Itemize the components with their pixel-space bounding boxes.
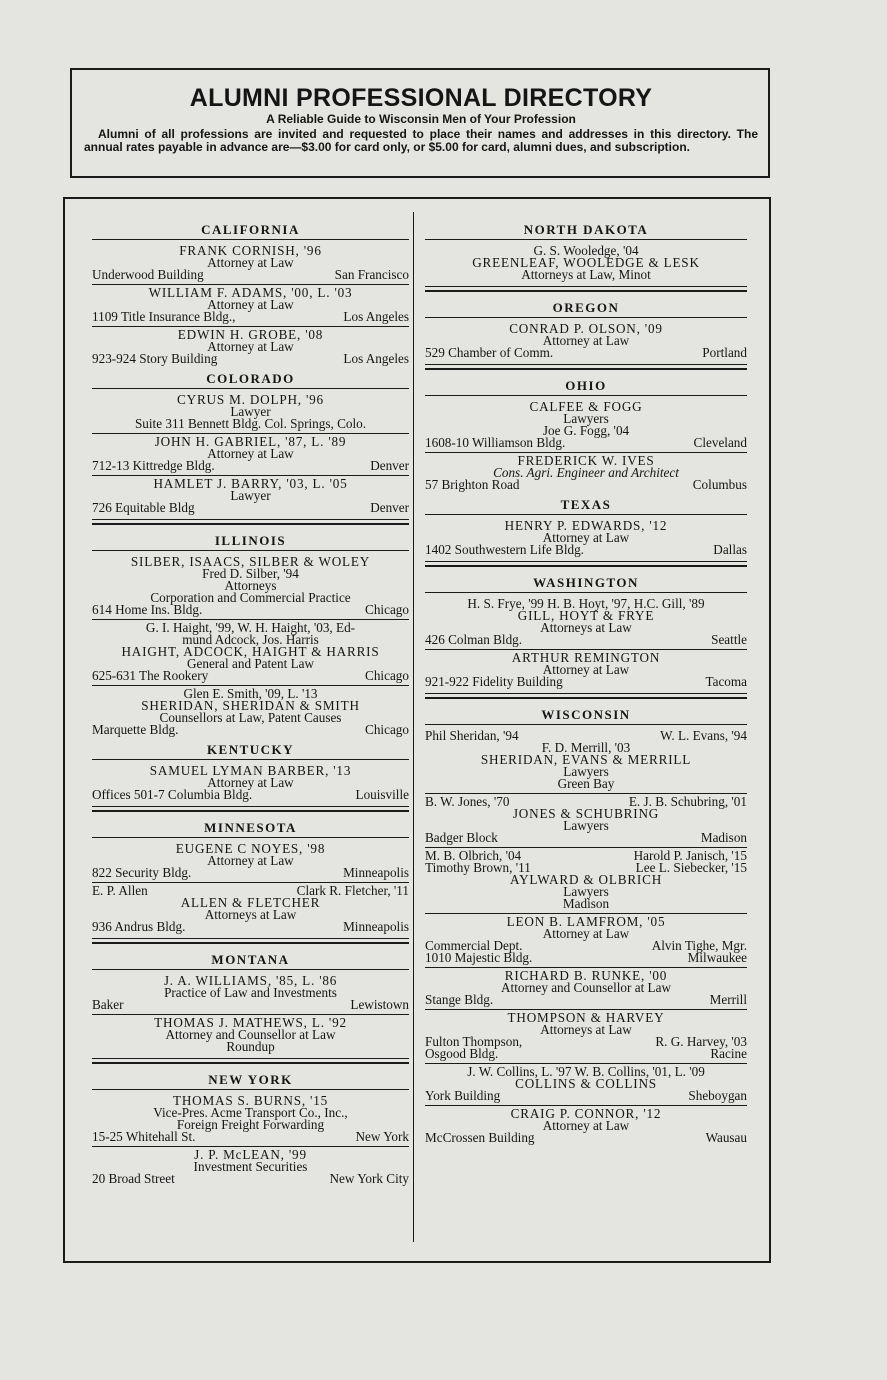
directory-entry [92, 1147, 409, 1188]
directory-entry [425, 650, 747, 691]
entry-partners: Glen E. Smith, '09, L. '13 [183, 686, 318, 701]
entry-address: Baker [92, 997, 124, 1012]
entry-address: 15-25 Whitehall St. [92, 1129, 196, 1144]
section-divider [92, 519, 409, 525]
entry-address: 426 Colman Bldg. [425, 632, 523, 647]
section-divider [92, 938, 409, 944]
entry-partners: J. W. Collins, L. '97 W. B. Collins, '01, L. '09 [467, 1064, 705, 1079]
directory-entry [425, 914, 747, 968]
entry-partner: E. P. Allen [92, 883, 148, 898]
entry-address-row [92, 1131, 409, 1143]
entry-partner: E. J. B. Schubring, '01 [628, 794, 747, 809]
entry-city: Columbus [692, 477, 747, 492]
page-subtitle: A Reliable Guide to Wisconsin Men of Your Profession [266, 112, 576, 126]
column-divider [413, 212, 414, 1242]
section-divider [425, 364, 747, 370]
entry-dept: Commercial Dept. [425, 938, 523, 953]
directory-entry [92, 841, 409, 883]
entry-title: Practice of Law and Investments [164, 985, 337, 1000]
entry-title: Lawyers [563, 818, 609, 833]
entry-title: Lawyer [230, 488, 271, 503]
entry-firm: JONES & SCHUBRING [512, 806, 660, 821]
entry-address-row [425, 479, 747, 491]
entry-address-row [92, 670, 409, 682]
entry-name: FRANK CORNISH, '96 [179, 243, 322, 258]
entry-city: Denver [370, 458, 409, 473]
directory-entry [425, 968, 747, 1010]
entry-firm: HAIGHT, ADCOCK, HAIGHT & HARRIS [121, 644, 380, 659]
state-heading: CALIFORNIA [92, 219, 409, 240]
entry-address: 1402 Southwestern Life Bldg. [425, 542, 584, 557]
entry-address: 822 Security Bldg. [92, 865, 192, 880]
state-heading: MONTANA [92, 949, 409, 970]
entry-city: Minneapolis [343, 865, 409, 880]
entry-partner: G. S. Wooledge, '04 [533, 243, 639, 258]
entry-name: THOMAS J. MATHEWS, L. '92 [154, 1015, 347, 1030]
directory-entry [92, 1015, 409, 1056]
entry-city: Roundup [226, 1039, 275, 1054]
entry-address-row [92, 999, 409, 1011]
entry-title: Attorney at Law [207, 446, 294, 461]
left-column [92, 219, 409, 1188]
entry-partner: R. G. Harvey, '03 [655, 1034, 747, 1049]
entry-city: San Francisco [334, 267, 409, 282]
entry-firm: GREENLEAF, WOOLEDGE & LESK [472, 255, 700, 270]
entry-title: Attorney at Law [207, 775, 294, 790]
entry-address-row [92, 1173, 409, 1185]
entry-title: Attorneys at Law [540, 620, 632, 635]
state-heading: NEW YORK [92, 1069, 409, 1090]
entry-address-row [92, 921, 409, 933]
entry-address-row [425, 437, 747, 449]
directory-entry [425, 596, 747, 650]
entry-partners: H. S. Frye, '99 H. B. Hoyt, '97, H.C. Gill, '89 [467, 596, 705, 611]
entry-city: Los Angeles [343, 351, 409, 366]
entry-address-row [92, 867, 409, 879]
directory-entry [92, 327, 409, 368]
entry-city: Minneapolis [343, 919, 409, 934]
entry-address: 921-922 Fidelity Building [425, 674, 563, 689]
entry-address-row [425, 1048, 747, 1060]
directory-entry [425, 728, 747, 794]
entry-partner: Timothy Brown, '11 [425, 860, 531, 875]
directory-entry [92, 285, 409, 327]
entry-title: Attorney at Law [207, 297, 294, 312]
entry-city: New York City [329, 1171, 409, 1186]
directory-entry [425, 794, 747, 848]
entry-name: FREDERICK W. IVES [517, 453, 655, 468]
entry-address: Osgood Bldg. [425, 1046, 499, 1061]
entry-title: Attorney at Law [542, 662, 630, 677]
entry-city: Chicago [365, 602, 409, 617]
entry-partner: Clark R. Fletcher, '11 [296, 883, 409, 898]
entry-name: EDWIN H. GROBE, '08 [177, 327, 324, 342]
entry-partner: Lee L. Siebecker, '15 [635, 860, 747, 875]
entry-city: Seattle [711, 632, 747, 647]
entry-name: LEON B. LAMFROM, '05 [506, 914, 666, 929]
directory-entry [425, 1064, 747, 1106]
entry-title: Attorney at Law [207, 255, 294, 270]
entry-name: SAMUEL LYMAN BARBER, '13 [149, 763, 352, 778]
entry-address: 625-631 The Rookery [92, 668, 209, 683]
entry-title: Lawyers [563, 884, 609, 899]
entry-title: Lawyers [563, 411, 609, 426]
entry-title: Attorneys at Law [204, 907, 297, 922]
entry-address: McCrossen Building [425, 1130, 535, 1145]
state-heading: OREGON [425, 297, 747, 318]
directory-entry [425, 518, 747, 559]
entry-title: Attorney at Law [542, 926, 630, 941]
section-divider [425, 693, 747, 699]
entry-city: Madison [562, 896, 610, 911]
state-heading: MINNESOTA [92, 817, 409, 838]
directory-entry [425, 1010, 747, 1064]
directory-entry [92, 1093, 409, 1147]
entry-firm: GILL, HOYT & FRYE [517, 608, 655, 623]
directory-entry [425, 243, 747, 284]
entry-name: JOHN H. GABRIEL, '87, L. '89 [154, 434, 347, 449]
state-heading: KENTUCKY [92, 739, 409, 760]
entry-city: Tacoma [705, 674, 747, 689]
entry-firm: SHERIDAN, EVANS & MERRILL [480, 752, 692, 767]
entry-title: Investment Securities [193, 1159, 308, 1174]
entry-city: Lewistown [350, 997, 409, 1012]
directory-entry [92, 476, 409, 517]
entry-name: HAMLET J. BARRY, '03, L. '05 [153, 476, 348, 491]
entry-partner: Fred D. Silber, '94 [202, 566, 299, 581]
entry-name: RICHARD B. RUNKE, '00 [504, 968, 668, 983]
entry-address: York Building [425, 1088, 501, 1103]
entry-manager: Alvin Tighe, Mgr. [651, 938, 747, 953]
entry-city: Portland [702, 345, 747, 360]
directory-entry [425, 399, 747, 453]
entry-address-row [425, 676, 747, 688]
entry-address: 1109 Title Insurance Bldg., [92, 309, 236, 324]
entry-partner: Fulton Thompson, [425, 1034, 523, 1049]
entry-title: Vice-Pres. Acme Transport Co., Inc., [153, 1105, 348, 1120]
entry-partners: G. I. Haight, '99, W. H. Haight, '03, Ed- [145, 620, 356, 635]
entry-city: Sheboygan [688, 1088, 747, 1103]
entry-partner: Joe G. Fogg, '04 [542, 423, 630, 438]
entry-address-row [92, 311, 409, 323]
entry-name: WILLIAM F. ADAMS, '00, L. '03 [148, 285, 353, 300]
entry-firm: COLLINS & COLLINS [515, 1076, 657, 1091]
entry-title: Attorney and Counsellor at Law [165, 1027, 336, 1042]
entry-address-row [425, 1090, 747, 1102]
entry-title: Attorney at Law [207, 853, 294, 868]
entry-city: Chicago [365, 722, 409, 737]
entry-title: Attorney at Law [542, 333, 630, 348]
entry-city: Los Angeles [343, 309, 409, 324]
directory-entry [92, 763, 409, 804]
entry-partner: B. W. Jones, '70 [425, 794, 510, 809]
directory-entry [92, 554, 409, 620]
entry-firm: SILBER, ISAACS, SILBER & WOLEY [130, 554, 371, 569]
entry-city: Cleveland [693, 435, 747, 450]
state-heading: ILLINOIS [92, 530, 409, 551]
entry-address-row [92, 353, 409, 365]
directory-entry [92, 883, 409, 936]
entry-address: Stange Bldg. [425, 992, 494, 1007]
entry-city: Merrill [709, 992, 747, 1007]
entry-title: Foreign Freight Forwarding [176, 1117, 325, 1132]
entry-title: Lawyer [230, 404, 271, 419]
entry-address: Marquette Bldg. [92, 722, 179, 737]
entry-partner: M. B. Olbrich, '04 [425, 848, 522, 863]
entry-name: HENRY P. EDWARDS, '12 [504, 518, 668, 533]
section-divider [425, 561, 747, 567]
entry-address: 57 Brighton Road [425, 477, 520, 492]
entry-city: Louisville [355, 787, 409, 802]
entry-title: Attorneys at Law [540, 1022, 632, 1037]
state-heading: OHIO [425, 375, 747, 396]
entry-address-row [92, 460, 409, 472]
entry-address-row [425, 347, 747, 359]
entry-city: Racine [710, 1046, 747, 1061]
state-heading: WASHINGTON [425, 572, 747, 593]
directory-entry [92, 620, 409, 686]
state-heading: NORTH DAKOTA [425, 219, 747, 240]
directory-entry [92, 392, 409, 434]
entry-address: Offices 501-7 Columbia Bldg. [92, 787, 253, 802]
entry-city: Green Bay [557, 776, 615, 791]
entry-address-row [92, 789, 409, 801]
entry-address: 529 Chamber of Comm. [425, 345, 554, 360]
entry-address-row [92, 724, 409, 736]
entry-firm: ALLEN & FLETCHER [180, 895, 321, 910]
entry-title: Cons. Agri. Engineer and Architect [493, 465, 679, 480]
entry-address-row [425, 1132, 747, 1144]
entry-city: Madison [700, 830, 747, 845]
entry-title: Attorney at Law [542, 1118, 630, 1133]
entry-address: Suite 311 Bennett Bldg. Col. Springs, Colo. [134, 416, 367, 431]
page-title: ALUMNI PROFESSIONAL DIRECTORY [189, 84, 653, 112]
entry-address: 1608-10 Williamson Bldg. [425, 435, 566, 450]
entry-city: Chicago [365, 668, 409, 683]
entry-title: General and Patent Law [186, 656, 315, 671]
directory-entry [92, 434, 409, 476]
entry-address-row [92, 269, 409, 281]
entry-city: Dallas [713, 542, 747, 557]
entry-address: 923-924 Story Building [92, 351, 218, 366]
entry-practice: Corporation and Commercial Practice [150, 590, 351, 605]
entry-firm: THOMPSON & HARVEY [507, 1010, 665, 1025]
entry-address: 726 Equitable Bldg [92, 500, 195, 515]
section-divider [92, 806, 409, 812]
entry-address: 712-13 Kittredge Bldg. [92, 458, 215, 473]
entry-address: 1010 Majestic Bldg. [425, 950, 533, 965]
directory-entry [92, 973, 409, 1015]
entry-title: Lawyers [563, 764, 609, 779]
entry-name: J. P. McLEAN, '99 [194, 1147, 307, 1162]
entry-city: Wausau [705, 1130, 747, 1145]
entry-title: Attorney and Counsellor at Law [501, 980, 671, 995]
entry-city: Denver [370, 500, 409, 515]
entry-firm: CALFEE & FOGG [529, 399, 643, 414]
entry-address: 614 Home Ins. Bldg. [92, 602, 203, 617]
directory-entry [92, 243, 409, 285]
section-divider [92, 1058, 409, 1064]
entry-partner: Harold P. Janisch, '15 [633, 848, 747, 863]
section-divider [425, 286, 747, 292]
right-column [425, 219, 747, 1147]
entry-title: Attorney at Law [207, 339, 294, 354]
entry-title: Attorney at Law [542, 530, 630, 545]
entry-partner: F. D. Merrill, '03 [541, 740, 631, 755]
entry-address: 20 Broad Street [92, 1171, 175, 1186]
entry-address: Underwood Building [92, 267, 204, 282]
entry-title: Counsellors at Law, Patent Causes [159, 710, 342, 725]
entry-partners: mund Adcock, Jos. Harris [182, 632, 319, 647]
entry-title: Attorneys at Law, Minot [521, 267, 651, 282]
entry-address-row [425, 544, 747, 556]
entry-address: 936 Andrus Bldg. [92, 919, 186, 934]
entry-address-row [425, 952, 747, 964]
entry-name: THOMAS S. BURNS, '15 [172, 1093, 329, 1108]
entry-name: CYRUS M. DOLPH, '96 [177, 392, 324, 407]
directory-entry [425, 321, 747, 362]
entry-title: Attorneys [224, 578, 277, 593]
entry-city: New York [355, 1129, 409, 1144]
entry-firm: AYLWARD & OLBRICH [509, 872, 663, 887]
directory-header [70, 68, 770, 178]
entry-city: Milwaukee [687, 950, 747, 965]
entry-address-row [92, 502, 409, 514]
intro-text: Alumni of all professions are invited and requested to place their names and addresses in this directory. The annual rates payable in advance are—$3.00 for card only, or $5.00 for card, alumni dues, and subscription. [84, 127, 758, 154]
directory-entry [425, 848, 747, 914]
entry-address-row [92, 604, 409, 616]
entry-name: EUGENE C NOYES, '98 [175, 841, 326, 856]
entry-name: ARTHUR REMINGTON [511, 650, 661, 665]
directory-entry [425, 453, 747, 494]
entry-partner: Phil Sheridan, '94 [425, 728, 519, 743]
entry-name: CRAIG P. CONNOR, '12 [510, 1106, 662, 1121]
directory-entry [92, 686, 409, 739]
directory-entry [425, 1106, 747, 1147]
entry-address-row [425, 832, 747, 844]
entry-address: Badger Block [425, 830, 498, 845]
state-heading: COLORADO [92, 368, 409, 389]
state-heading: TEXAS [425, 494, 747, 515]
entry-name: J. A. WILLIAMS, '85, L. '86 [163, 973, 338, 988]
entry-address-row [425, 634, 747, 646]
state-heading: WISCONSIN [425, 704, 747, 725]
entry-partner: W. L. Evans, '94 [660, 728, 747, 743]
entry-firm: SHERIDAN, SHERIDAN & SMITH [141, 698, 360, 713]
entry-name: CONRAD P. OLSON, '09 [509, 321, 663, 336]
entry-address-row [425, 994, 747, 1006]
